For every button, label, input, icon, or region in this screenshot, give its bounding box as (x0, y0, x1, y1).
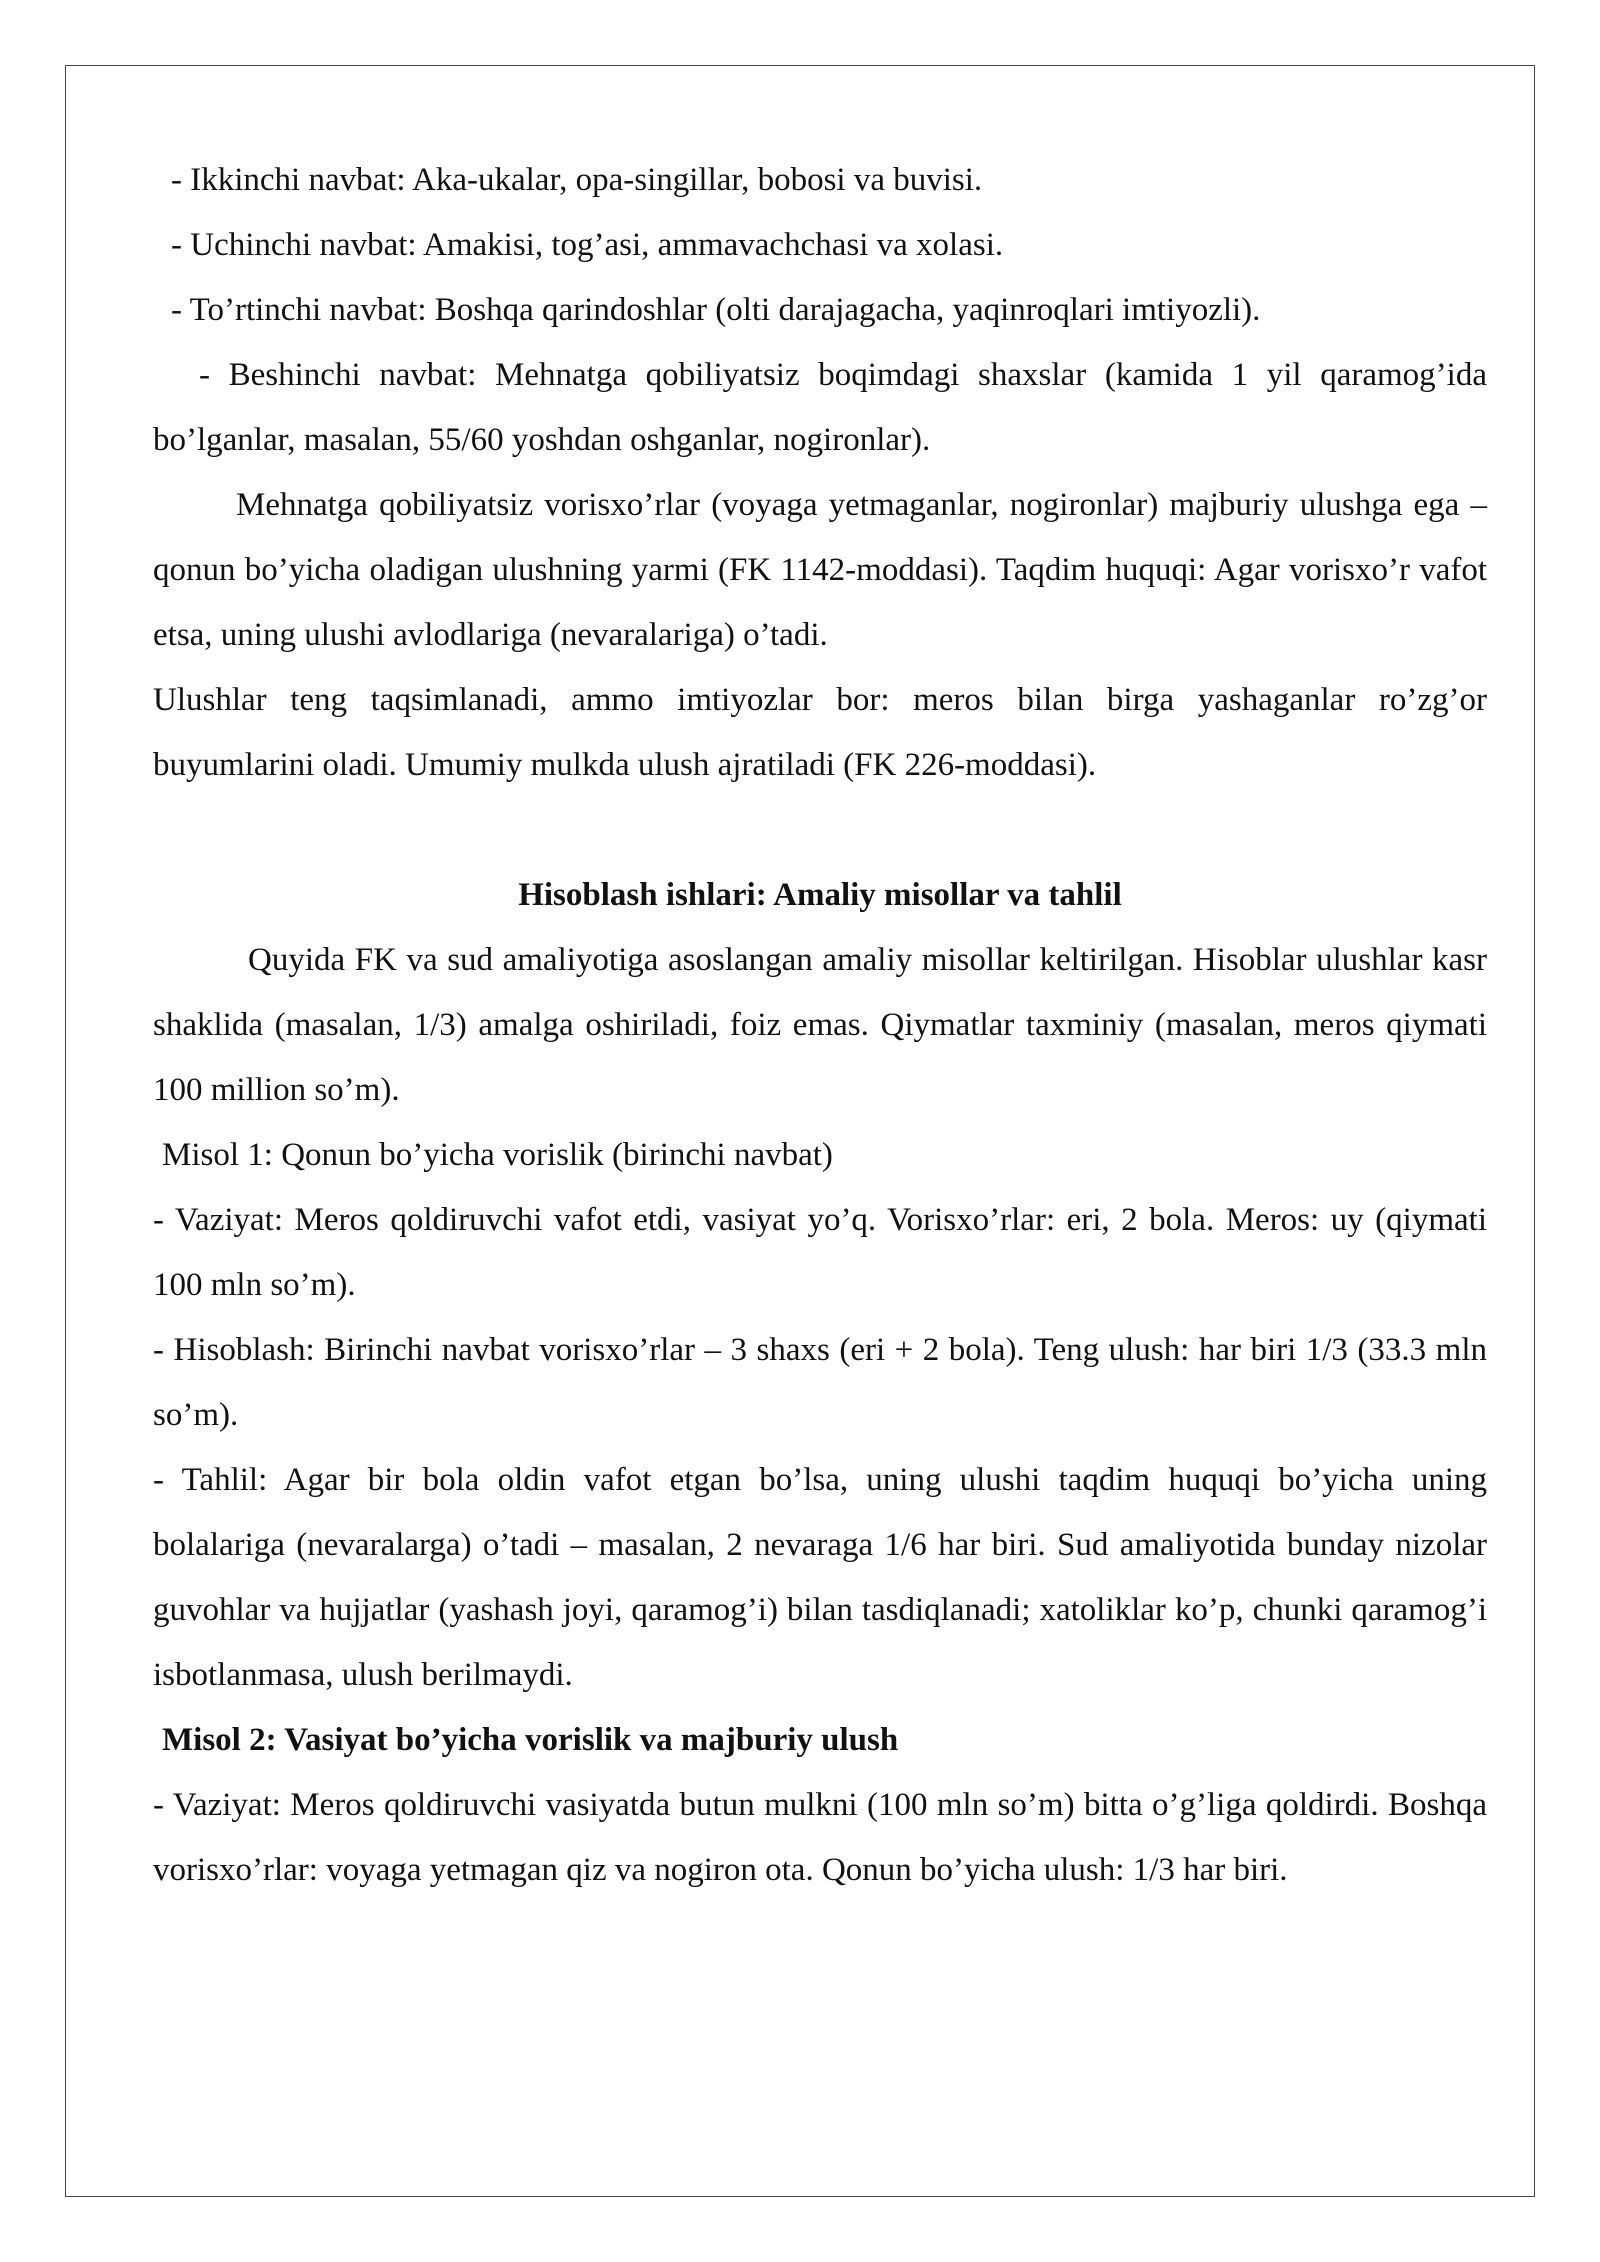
example-1-tahlil: - Tahlil: Agar bir bola oldin vafot etgan bo’lsa, uning ulushi taqdim huquqi bo’yicha uning bolalariga (nevaralarga) o’tadi – masalan, 2 nevaraga 1/6 har biri. Sud amaliyotida bunday nizolar guvohlar va hujjatlar (yashash joyi, qaramog’i) bilan tasdiqlanadi; xatoliklar ko’p, chunki qaramog’i isbotlanmasa, ulush berilmaydi. (153, 1462, 1487, 1693)
paragraph-ulushlar: Ulushlar teng taqsimlanadi, ammo imtiyozlar bor: meros bilan birga yashaganlar ro’zg’or buyumlarini oladi. Umumiy mulkda ulush ajratiladi (FK 226-moddasi). (153, 682, 1487, 783)
spacer (153, 798, 1487, 863)
list-item-ikkinchi: - Ikkinchi navbat: Aka-ukalar, opa-singillar, bobosi va buvisi. (171, 162, 983, 198)
example-1-vaziyat: - Vaziyat: Meros qoldiruvchi vafot etdi, vasiyat yo’q. Vorisxo’rlar: eri, 2 bola. Meros: uy (qiymati 100 mln so’m). (153, 1202, 1487, 1303)
example-2-vaziyat: - Vaziyat: Meros qoldiruvchi vasiyatda butun mulkni (100 mln so’m) bitta o’g’liga qoldirdi. Boshqa vorisxo’rlar: voyaga yetmagan qiz va nogiron ota. Qonun bo’yicha ulush: 1/3 har biri. (153, 1787, 1487, 1888)
list-item-uchinchi: - Uchinchi navbat: Amakisi, tog’asi, ammavachchasi va xolasi. (171, 227, 1004, 263)
paragraph-intro: Quyida FK va sud amaliyotiga asoslangan amaliy misollar keltirilgan. Hisoblar ulushlar kasr shaklida (masalan, 1/3) amalga oshiriladi, foiz emas. Qiymatlar taxminiy (masalan, meros qiymati 100 million so’m). (153, 942, 1487, 1108)
document-body (153, 148, 1487, 1903)
list-item-beshinchi: - Beshinchi navbat: Mehnatga qobiliyatsiz boqimdagi shaxslar (kamida 1 yil qaramog’ida bo’lganlar, masalan, 55/60 yoshdan oshganlar, nogironlar). (153, 357, 1487, 458)
example-1-title: Misol 1: Qonun bo’yicha vorislik (birinchi navbat) (162, 1137, 833, 1173)
section-heading: Hisoblash ishlari: Amaliy misollar va tahlil (518, 877, 1122, 913)
example-1-hisoblash: - Hisoblash: Birinchi navbat vorisxo’rlar – 3 shaxs (eri + 2 bola). Teng ulush: har biri 1/3 (33.3 mln so’m). (153, 1332, 1487, 1433)
paragraph-majburiy-ulush: Mehnatga qobiliyatsiz vorisxo’rlar (voyaga yetmaganlar, nogironlar) majburiy ulushga ega – qonun bo’yicha oladigan ulushning yarmi (FK 1142-moddasi). Taqdim huquqi: Agar vorisxo’r vafot etsa, uning ulushi avlodlariga (nevaralariga) o’tadi. (153, 487, 1487, 653)
example-2-title: Misol 2: Vasiyat bo’yicha vorislik va majburiy ulush (162, 1722, 899, 1758)
list-item-tortinchi: - To’rtinchi navbat: Boshqa qarindoshlar (olti darajagacha, yaqinroqlari imtiyozli). (171, 292, 1261, 328)
